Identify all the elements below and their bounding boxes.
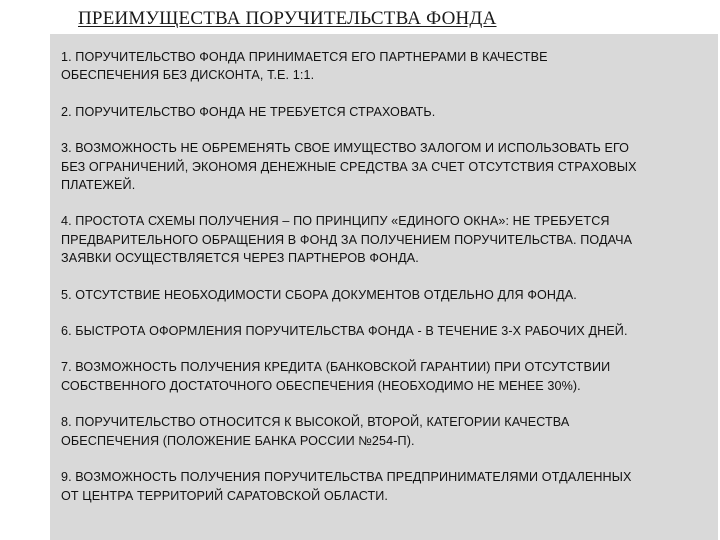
list-item-line: СОБСТВЕННОГО ДОСТАТОЧНОГО ОБЕСПЕЧЕНИЯ (НЕОБХОДИМО НЕ МЕНЕЕ 30%).: [61, 378, 581, 393]
list-item-9: [61, 468, 701, 505]
list-item-line: ОБЕСПЕЧЕНИЯ (ПОЛОЖЕНИЕ БАНКА РОССИИ №254-П).: [61, 433, 415, 448]
list-item-line: ПЛАТЕЖЕЙ.: [61, 178, 136, 193]
list-item-3: [61, 139, 701, 194]
list-item-line: ОТ ЦЕНТРА ТЕРРИТОРИЙ САРАТОВСКОЙ ОБЛАСТИ.: [61, 488, 389, 503]
list-item-7: [61, 358, 701, 395]
list-item-4: [61, 212, 701, 267]
list-item-line: 6. БЫСТРОТА ОФОРМЛЕНИЯ ПОРУЧИТЕЛЬСТВА ФОНДА - В ТЕЧЕНИЕ 3-Х РАБОЧИХ ДНЕЙ.: [61, 324, 628, 339]
list-item-line: 1. ПОРУЧИТЕЛЬСТВО ФОНДА ПРИНИМАЕТСЯ ЕГО ПАРТНЕРАМИ В КАЧЕСТВЕ: [61, 50, 548, 64]
list-item-1: [61, 48, 701, 85]
list-item-6: [61, 322, 701, 340]
list-item-line: 9. ВОЗМОЖНОСТЬ ПОЛУЧЕНИЯ ПОРУЧИТЕЛЬСТВА ПРЕДПРИНИМАТЕЛЯМИ ОТДАЛЕННЫХ: [61, 470, 632, 485]
advantages-list: [61, 48, 701, 523]
slide-title: ПРЕИМУЩЕСТВА ПОРУЧИТЕЛЬСТВА ФОНДА: [78, 8, 497, 29]
list-item-line: 8. ПОРУЧИТЕЛЬСТВО ОТНОСИТСЯ К ВЫСОКОЙ, ВТОРОЙ, КАТЕГОРИИ КАЧЕСТВА: [61, 415, 570, 430]
list-item-line: 2. ПОРУЧИТЕЛЬСТВО ФОНДА НЕ ТРЕБУЕТСЯ СТРАХОВАТЬ.: [61, 104, 436, 119]
list-item-line: 3. ВОЗМОЖНОСТЬ НЕ ОБРЕМЕНЯТЬ СВОЕ ИМУЩЕСТВО ЗАЛОГОМ И ИСПОЛЬЗОВАТЬ ЕГО: [61, 141, 630, 156]
list-item-2: [61, 103, 701, 121]
list-item-line: ЗАЯВКИ ОСУЩЕСТВЛЯЕТСЯ ЧЕРЕЗ ПАРТНЕРОВ ФОНДА.: [61, 251, 419, 266]
list-item-line: 7. ВОЗМОЖНОСТЬ ПОЛУЧЕНИЯ КРЕДИТА (БАНКОВСКОЙ ГАРАНТИИ) ПРИ ОТСУТСТВИИ: [61, 360, 611, 375]
list-item-5: [61, 286, 701, 304]
list-item-line: ПРЕДВАРИТЕЛЬНОГО ОБРАЩЕНИЯ В ФОНД ЗА ПОЛУЧЕНИЕМ ПОРУЧИТЕЛЬСТВА. ПОДАЧА: [61, 232, 633, 247]
list-item-line: 4. ПРОСТОТА СХЕМЫ ПОЛУЧЕНИЯ – ПО ПРИНЦИПУ «ЕДИНОГО ОКНА»: НЕ ТРЕБУЕТСЯ: [61, 214, 610, 229]
list-item-line: ОБЕСПЕЧЕНИЯ БЕЗ ДИСКОНТА, Т.Е. 1:1.: [61, 68, 315, 83]
list-item-8: [61, 413, 701, 450]
list-item-line: БЕЗ ОГРАНИЧЕНИЙ, ЭКОНОМЯ ДЕНЕЖНЫЕ СРЕДСТВА ЗА СЧЕТ ОТСУТСТВИЯ СТРАХОВЫХ: [61, 159, 637, 174]
list-item-line: 5. ОТСУТСТВИЕ НЕОБХОДИМОСТИ СБОРА ДОКУМЕНТОВ ОТДЕЛЬНО ДЛЯ ФОНДА.: [61, 287, 577, 302]
